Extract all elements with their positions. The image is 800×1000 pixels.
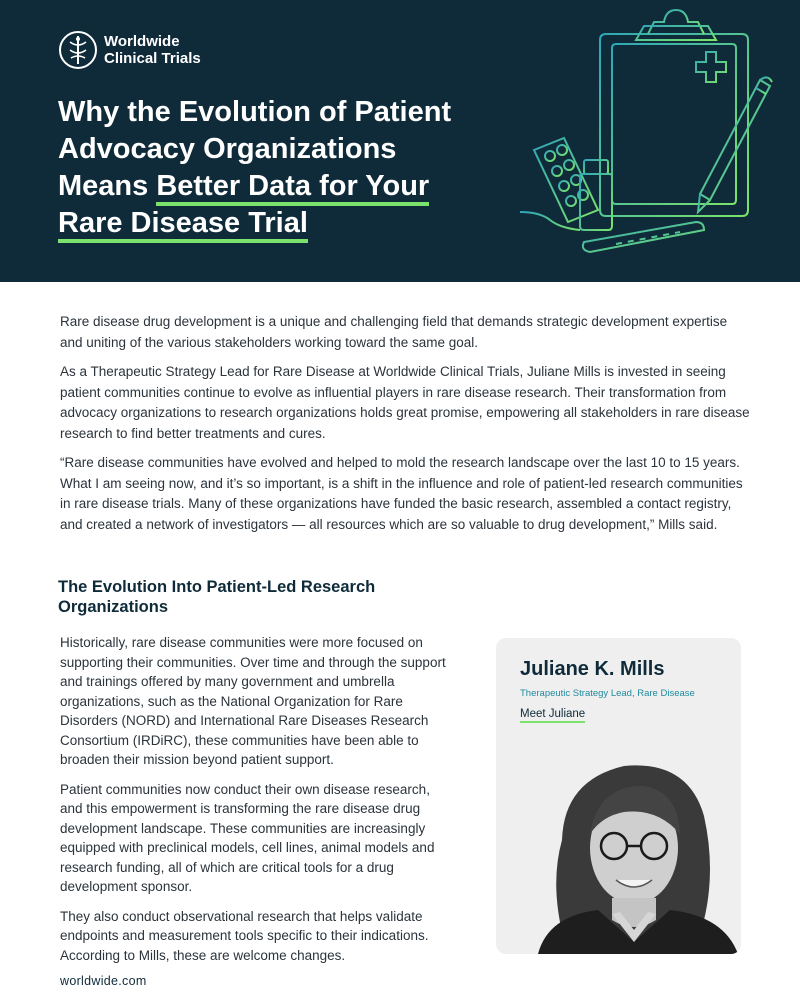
intro-paragraph-2: As a Therapeutic Strategy Lead for Rare Disease at Worldwide Clinical Trials, Juliane Mills is invested in seeing patient communities continue to evolve as influential players in rare disease research. Their transformation from advocacy organizations to research organizations holds great promise, empowering all stakeholders in rare disease research to find better treatments and cures. (60, 364, 750, 441)
section-paragraph-1: Historically, rare disease communities were more focused on supporting their communities. Over time and through the support and trainings offered by many government and umbrella organizations, such as the National Organization for Rare Disorders (NORD) and International Rare Diseases Research Consortium (IRDiRC), these communities have been able to broaden their mission beyond patient support. (60, 635, 446, 767)
profile-name: Juliane K. Mills (520, 658, 665, 680)
profile-role: Therapeutic Strategy Lead, Rare Disease (520, 688, 695, 699)
meet-juliane-link[interactable]: Meet Juliane (520, 708, 585, 723)
title-line-2: Advocacy Organizations (58, 133, 397, 165)
brand-logo[interactable] (58, 30, 201, 70)
intro-paragraph-1: Rare disease drug development is a unique and challenging field that demands strategic development expertise and uniting of the various stakeholders working toward the same goal. (60, 314, 728, 350)
title-line-3-underlined: Better Data for Your (156, 170, 429, 206)
hero-banner (0, 0, 800, 282)
footer-url[interactable]: worldwide.com (60, 974, 147, 988)
section-paragraph-3: They also conduct observational research that helps validate endpoints and measurement tools specific to their indications. According to Mills, these are welcome changes. (60, 908, 429, 963)
section-heading: The Evolution Into Patient-Led Research Organizations (58, 578, 376, 616)
medicine-bottle-icon (580, 160, 612, 230)
intro-paragraph-3: “Rare disease communities have evolved and helped to mold the research landscape over the last 10 to 15 years. What I am seeing now, and it’s so important, is a shift in the influence and role of patient-led research communities in rare disease trials. Many of these organizations have funded the basic research, assembled a contact registry, and created a network of investigators — all resources which are so valuable to drug development,” Mills said. (60, 455, 743, 532)
brand-line-2: Clinical Trials (104, 50, 201, 67)
brand-line-1: Worldwide (104, 33, 180, 50)
profile-card (496, 638, 741, 954)
clipboard-icon (600, 10, 748, 216)
title-line-4-underlined: Rare Disease Trial (58, 207, 308, 243)
thermometer-icon (583, 222, 704, 252)
section-paragraph-2: Patient communities now conduct their own disease research, and this empowerment is transforming the rare disease drug development landscape. These communities are increasingly equipped with preclinical models, cell lines, animal models and research funding, all of which are critical tools for a drug development sponsor. (60, 781, 435, 894)
intro-section (60, 312, 750, 544)
title-line-1: Why the Evolution of Patient (58, 96, 452, 128)
pill-blister-icon (534, 138, 598, 222)
title-line-3-plain: Means (58, 170, 157, 202)
profile-portrait (528, 730, 741, 954)
medical-illustration (520, 0, 800, 282)
brand-name (104, 33, 201, 67)
page-title (58, 94, 528, 242)
section-body (60, 633, 455, 975)
worldwide-logo-icon (58, 30, 98, 70)
